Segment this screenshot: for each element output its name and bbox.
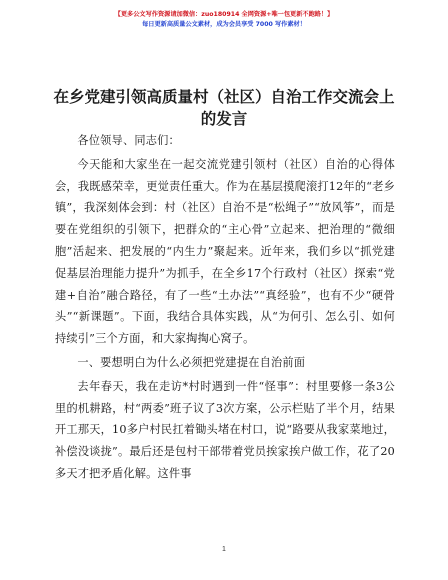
banner-line-1: 【更多公文写作资源请加微信：zuo180914 全网资源+唯一包更新不跑路！】: [114, 11, 334, 18]
document-title: 在乡党建引领高质量村（社区）自治工作交流会上的发言: [53, 88, 395, 128]
paragraph-intro: 今天能和大家坐在一起交流党建引领村（社区）自治的心得体会，我既感荣幸，更觉责任重大。作为在基层摸爬滚打12年的“老乡镇”，我深刻体会到：村（社区）自治不是“松绳子”“放风筝”，而是要在党组织的引领下，把群众的“主心骨”立起来、把治理的“微细胞”活起来、把发展的“内生力”聚起来。近年来，我们乡以“抓党建促基层治理能力提升”为抓手，在全乡17个行政村（社区）探索“党建+自治”融合路径，有了一些“土办法”“真经验”，也有不少“硬骨头”“新课题”。下面，我结合具体实践，从“为何引、怎么引、如何持续引”三个方面，和大家掏掏心窝子。: [55, 157, 395, 346]
section-heading: 一、要想明白为什么必须把党建提在自治前面: [77, 355, 306, 369]
banner-line-2: 每日更新高质量公文素材，成为会员享受 7000 写作素材！: [142, 21, 306, 28]
promo-banner: [0, 10, 448, 30]
greeting: 各位领导、同志们：: [77, 134, 180, 147]
paragraph-story: 去年春天，我在走访*村时遇到一件“怪事”：村里要修一条3公里的机耕路，村“两委”班子议了3次方案，公示栏贴了半个月，结果开工那天，10多户村民扛着锄头堵在村口，说“路要从我家菜地过，补偿没谈拢”。最后还是包村干部带着党员挨家挨户做工作，花了20多天才把矛盾化解。这件事: [55, 379, 395, 480]
page-number: 1: [222, 546, 226, 553]
document-body: [55, 130, 395, 487]
